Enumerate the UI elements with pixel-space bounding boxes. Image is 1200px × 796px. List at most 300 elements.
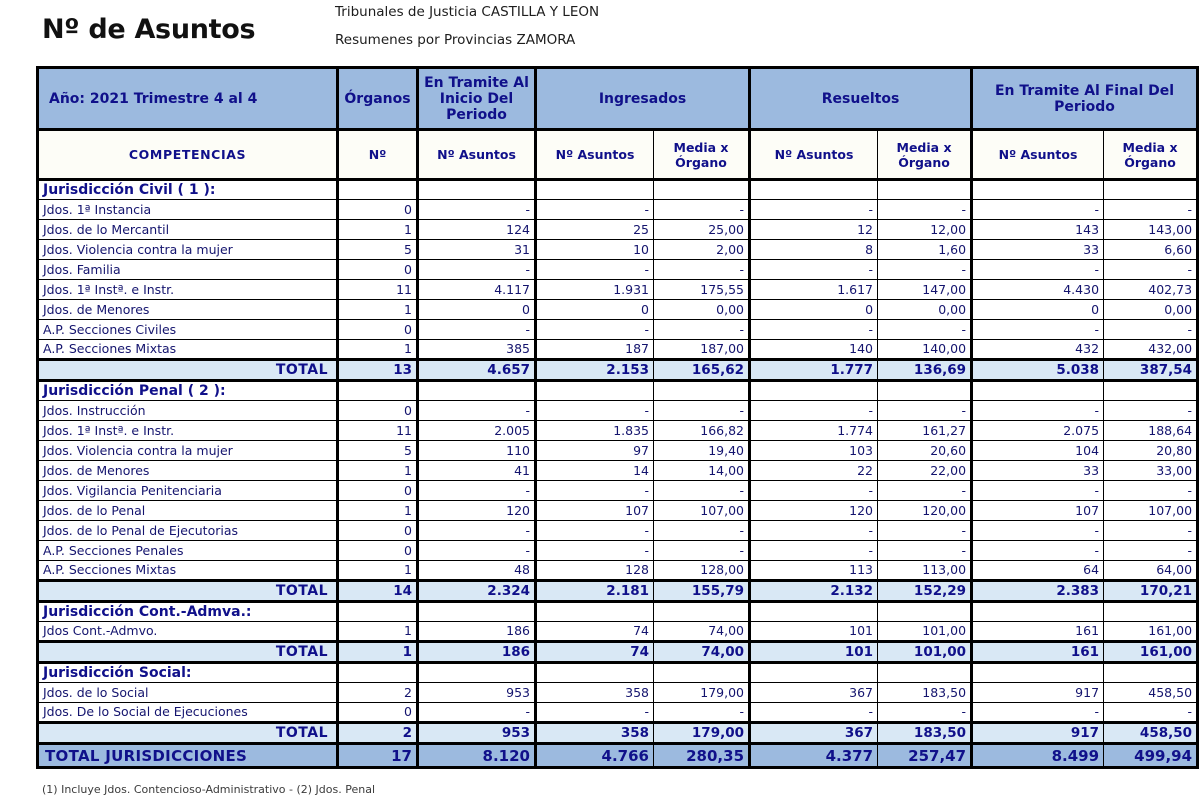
row-value: 1.617 <box>750 280 878 300</box>
row-value: 0 <box>750 300 878 320</box>
section-title-filler <box>878 602 972 622</box>
row-value: - <box>972 320 1104 340</box>
table-row <box>38 703 1198 723</box>
section-title-row <box>38 602 1198 622</box>
row-value: 33 <box>972 461 1104 481</box>
table-row <box>38 320 1198 340</box>
grand-total-value: 17 <box>338 744 418 768</box>
subheader-ingresados-asuntos: Nº Asuntos <box>536 130 654 180</box>
row-value: - <box>878 260 972 280</box>
row-value: 19,40 <box>654 441 750 461</box>
row-value: 41 <box>418 461 536 481</box>
table-row <box>38 401 1198 421</box>
header-row-subheaders <box>38 130 1198 180</box>
table-row <box>38 521 1198 541</box>
section-title-row <box>38 663 1198 683</box>
row-label: Jdos. Violencia contra la mujer <box>38 441 338 461</box>
row-value: - <box>1104 521 1198 541</box>
row-value: - <box>878 703 972 723</box>
row-value: 4.117 <box>418 280 536 300</box>
table-row <box>38 421 1198 441</box>
section-total-value: 161 <box>972 642 1104 663</box>
row-value: 8 <box>750 240 878 260</box>
subheader-tramite-final-asuntos: Nº Asuntos <box>972 130 1104 180</box>
group-ingresados: Ingresados <box>536 68 750 130</box>
row-value: - <box>654 401 750 421</box>
row-value: - <box>1104 481 1198 501</box>
table-row <box>38 260 1198 280</box>
subheader-resueltos-asuntos: Nº Asuntos <box>750 130 878 180</box>
row-value: 1 <box>338 220 418 240</box>
row-value: 4.430 <box>972 280 1104 300</box>
header-subtitle-province: Resumenes por Provincias ZAMORA <box>335 32 576 48</box>
section-title-filler <box>536 381 654 401</box>
row-value: 0 <box>338 703 418 723</box>
row-value: 0,00 <box>878 300 972 320</box>
subheader-tramite-inicio-asuntos: Nº Asuntos <box>418 130 536 180</box>
section-title-filler <box>418 663 536 683</box>
table-row <box>38 300 1198 320</box>
group-tramite-final: En Tramite Al Final Del Periodo <box>972 68 1198 130</box>
row-label: Jdos. de Menores <box>38 300 338 320</box>
section-title-filler <box>418 180 536 200</box>
row-value: 48 <box>418 561 536 581</box>
section-total-label: TOTAL <box>38 723 338 744</box>
row-value: 107,00 <box>654 501 750 521</box>
section-total-row <box>38 581 1198 602</box>
section-total-value: 183,50 <box>878 723 972 744</box>
competencias-header: COMPETENCIAS <box>38 130 338 180</box>
section-total-row <box>38 360 1198 381</box>
row-value: 143 <box>972 220 1104 240</box>
section-total-value: 155,79 <box>654 581 750 602</box>
section-total-row <box>38 723 1198 744</box>
row-value: 187,00 <box>654 340 750 360</box>
row-value: - <box>750 401 878 421</box>
row-value: 161,27 <box>878 421 972 441</box>
row-value: - <box>418 703 536 723</box>
row-label: Jdos. de Menores <box>38 461 338 481</box>
row-value: 12,00 <box>878 220 972 240</box>
section-total-value: 2 <box>338 723 418 744</box>
row-value: 110 <box>418 441 536 461</box>
row-value: 64 <box>972 561 1104 581</box>
period-cell: Año: 2021 Trimestre 4 al 4 <box>38 68 338 130</box>
row-value: 183,50 <box>878 683 972 703</box>
section-title-filler <box>750 180 878 200</box>
row-value: - <box>654 320 750 340</box>
grand-total-value: 257,47 <box>878 744 972 768</box>
section-title: Jurisdicción Cont.-Admva.: <box>38 602 338 622</box>
row-value: - <box>536 401 654 421</box>
row-value: 2.075 <box>972 421 1104 441</box>
section-title-filler <box>750 381 878 401</box>
row-label: Jdos. Familia <box>38 260 338 280</box>
row-label: A.P. Secciones Penales <box>38 541 338 561</box>
section-title-filler <box>1104 381 1198 401</box>
row-value: 25 <box>536 220 654 240</box>
row-value: - <box>972 200 1104 220</box>
table-head <box>38 68 1198 180</box>
group-organos: Órganos <box>338 68 418 130</box>
row-label: Jdos. 1ª Instancia <box>38 200 338 220</box>
section-total-value: 161,00 <box>1104 642 1198 663</box>
section-total-value: 136,69 <box>878 360 972 381</box>
subheader-numero: Nº <box>338 130 418 180</box>
row-label: Jdos. Violencia contra la mujer <box>38 240 338 260</box>
row-value: 120 <box>418 501 536 521</box>
row-value: - <box>1104 541 1198 561</box>
row-value: 11 <box>338 280 418 300</box>
row-value: 917 <box>972 683 1104 703</box>
section-title-filler <box>654 663 750 683</box>
row-value: - <box>878 320 972 340</box>
row-value: 120 <box>750 501 878 521</box>
report-table-wrapper <box>36 66 1196 769</box>
row-value: 1 <box>338 461 418 481</box>
table-row <box>38 461 1198 481</box>
row-value: - <box>750 703 878 723</box>
row-value: - <box>654 541 750 561</box>
section-title-filler <box>418 602 536 622</box>
table-row <box>38 622 1198 642</box>
row-value: 107 <box>536 501 654 521</box>
row-value: 187 <box>536 340 654 360</box>
section-total-value: 2.324 <box>418 581 536 602</box>
row-value: 22,00 <box>878 461 972 481</box>
section-total-value: 165,62 <box>654 360 750 381</box>
section-total-value: 2.132 <box>750 581 878 602</box>
row-value: 0 <box>418 300 536 320</box>
section-title-row <box>38 381 1198 401</box>
row-value: - <box>750 541 878 561</box>
row-value: 0 <box>338 481 418 501</box>
row-label: Jdos. Vigilancia Penitenciaria <box>38 481 338 501</box>
row-value: 128 <box>536 561 654 581</box>
row-value: 402,73 <box>1104 280 1198 300</box>
grand-total-value: 4.377 <box>750 744 878 768</box>
row-value: 1 <box>338 300 418 320</box>
row-value: 104 <box>972 441 1104 461</box>
row-value: 358 <box>536 683 654 703</box>
section-total-value: 917 <box>972 723 1104 744</box>
section-title-filler <box>972 663 1104 683</box>
section-total-value: 152,29 <box>878 581 972 602</box>
row-value: 1 <box>338 561 418 581</box>
row-value: 0 <box>338 521 418 541</box>
row-value: 5 <box>338 441 418 461</box>
row-value: - <box>972 703 1104 723</box>
section-title-filler <box>750 663 878 683</box>
row-label: A.P. Secciones Mixtas <box>38 561 338 581</box>
table-row <box>38 240 1198 260</box>
grand-total-label: TOTAL JURISDICCIONES <box>38 744 338 768</box>
table-body <box>38 180 1198 768</box>
row-value: - <box>418 401 536 421</box>
row-value: - <box>418 521 536 541</box>
row-label: Jdos. 1ª Instª. e Instr. <box>38 280 338 300</box>
row-value: 14 <box>536 461 654 481</box>
section-title-filler <box>878 180 972 200</box>
row-value: 20,60 <box>878 441 972 461</box>
row-value: - <box>878 541 972 561</box>
section-total-value: 2.383 <box>972 581 1104 602</box>
row-value: - <box>972 521 1104 541</box>
row-value: 161 <box>972 622 1104 642</box>
section-total-value: 74 <box>536 642 654 663</box>
section-total-value: 2.181 <box>536 581 654 602</box>
row-value: 179,00 <box>654 683 750 703</box>
row-value: - <box>536 200 654 220</box>
page-title: Nº de Asuntos <box>42 14 256 45</box>
row-value: - <box>750 521 878 541</box>
row-value: 2.005 <box>418 421 536 441</box>
row-label: A.P. Secciones Civiles <box>38 320 338 340</box>
section-title-filler <box>1104 180 1198 200</box>
section-title-filler <box>750 602 878 622</box>
section-total-value: 101 <box>750 642 878 663</box>
row-value: 143,00 <box>1104 220 1198 240</box>
row-value: - <box>536 260 654 280</box>
section-title-filler <box>418 381 536 401</box>
row-value: - <box>1104 703 1198 723</box>
row-value: - <box>972 401 1104 421</box>
section-total-value: 1 <box>338 642 418 663</box>
row-value: 385 <box>418 340 536 360</box>
table-row <box>38 683 1198 703</box>
row-value: 6,60 <box>1104 240 1198 260</box>
section-title-filler <box>338 602 418 622</box>
row-value: - <box>750 481 878 501</box>
row-value: 97 <box>536 441 654 461</box>
section-total-value: 358 <box>536 723 654 744</box>
table-row <box>38 541 1198 561</box>
row-value: 33,00 <box>1104 461 1198 481</box>
row-label: Jdos. Instrucción <box>38 401 338 421</box>
row-value: 367 <box>750 683 878 703</box>
row-value: 175,55 <box>654 280 750 300</box>
page-header <box>0 0 1200 62</box>
row-value: - <box>536 521 654 541</box>
row-value: - <box>972 481 1104 501</box>
section-total-value: 13 <box>338 360 418 381</box>
row-value: - <box>972 541 1104 561</box>
section-total-value: 2.153 <box>536 360 654 381</box>
asuntos-table <box>36 66 1199 769</box>
section-title-filler <box>536 180 654 200</box>
grand-total-row <box>38 744 1198 768</box>
row-value: 1 <box>338 622 418 642</box>
row-value: - <box>878 401 972 421</box>
section-title: Jurisdicción Penal ( 2 ): <box>38 381 338 401</box>
table-row <box>38 441 1198 461</box>
row-value: 101 <box>750 622 878 642</box>
row-value: 113 <box>750 561 878 581</box>
section-title-filler <box>654 180 750 200</box>
row-value: - <box>1104 320 1198 340</box>
section-title: Jurisdicción Social: <box>38 663 338 683</box>
subheader-ingresados-media: Media x Órgano <box>654 130 750 180</box>
row-value: 31 <box>418 240 536 260</box>
group-resueltos: Resueltos <box>750 68 972 130</box>
row-value: - <box>654 481 750 501</box>
row-value: - <box>1104 200 1198 220</box>
row-label: Jdos. de lo Social <box>38 683 338 703</box>
row-value: - <box>418 320 536 340</box>
row-value: 113,00 <box>878 561 972 581</box>
row-value: 103 <box>750 441 878 461</box>
row-value: 0,00 <box>1104 300 1198 320</box>
row-value: - <box>536 320 654 340</box>
row-value: 107 <box>972 501 1104 521</box>
row-label: Jdos. de lo Penal <box>38 501 338 521</box>
section-total-value: 1.777 <box>750 360 878 381</box>
section-title-filler <box>972 602 1104 622</box>
row-value: - <box>750 320 878 340</box>
row-value: 166,82 <box>654 421 750 441</box>
row-value: 2,00 <box>654 240 750 260</box>
header-row-groups <box>38 68 1198 130</box>
row-value: 22 <box>750 461 878 481</box>
row-value: 0 <box>338 541 418 561</box>
group-tramite-inicio: En Tramite Al Inicio Del Periodo <box>418 68 536 130</box>
section-total-value: 953 <box>418 723 536 744</box>
row-value: - <box>1104 401 1198 421</box>
row-value: 101,00 <box>878 622 972 642</box>
row-value: 74,00 <box>654 622 750 642</box>
row-value: 64,00 <box>1104 561 1198 581</box>
row-value: 124 <box>418 220 536 240</box>
section-total-label: TOTAL <box>38 360 338 381</box>
section-total-row <box>38 642 1198 663</box>
row-value: 1,60 <box>878 240 972 260</box>
row-value: - <box>654 521 750 541</box>
section-title-filler <box>878 663 972 683</box>
section-title: Jurisdicción Civil ( 1 ): <box>38 180 338 200</box>
section-total-label: TOTAL <box>38 581 338 602</box>
row-value: - <box>418 260 536 280</box>
row-value: 0 <box>338 260 418 280</box>
row-value: 10 <box>536 240 654 260</box>
subheader-resueltos-media: Media x Órgano <box>878 130 972 180</box>
row-value: 74 <box>536 622 654 642</box>
row-label: Jdos. De lo Social de Ejecuciones <box>38 703 338 723</box>
row-value: 120,00 <box>878 501 972 521</box>
row-value: 14,00 <box>654 461 750 481</box>
section-title-filler <box>536 663 654 683</box>
row-label: Jdos. 1ª Instª. e Instr. <box>38 421 338 441</box>
section-total-value: 458,50 <box>1104 723 1198 744</box>
row-value: - <box>878 521 972 541</box>
section-title-filler <box>972 180 1104 200</box>
table-row <box>38 481 1198 501</box>
row-value: - <box>1104 260 1198 280</box>
row-value: - <box>750 260 878 280</box>
row-value: 1.931 <box>536 280 654 300</box>
row-value: 1 <box>338 501 418 521</box>
section-title-filler <box>338 381 418 401</box>
section-title-filler <box>338 180 418 200</box>
row-value: - <box>536 481 654 501</box>
section-total-value: 387,54 <box>1104 360 1198 381</box>
row-value: 33 <box>972 240 1104 260</box>
row-label: Jdos Cont.-Admvo. <box>38 622 338 642</box>
row-label: A.P. Secciones Mixtas <box>38 340 338 360</box>
section-total-value: 179,00 <box>654 723 750 744</box>
row-value: 432,00 <box>1104 340 1198 360</box>
row-value: 1 <box>338 340 418 360</box>
grand-total-value: 499,94 <box>1104 744 1198 768</box>
section-title-filler <box>1104 663 1198 683</box>
row-value: - <box>750 200 878 220</box>
row-value: - <box>418 481 536 501</box>
section-title-row <box>38 180 1198 200</box>
row-value: 12 <box>750 220 878 240</box>
row-value: 1.835 <box>536 421 654 441</box>
row-value: - <box>972 260 1104 280</box>
table-row <box>38 501 1198 521</box>
row-value: 161,00 <box>1104 622 1198 642</box>
row-value: 188,64 <box>1104 421 1198 441</box>
row-value: 0 <box>338 200 418 220</box>
row-value: 0 <box>972 300 1104 320</box>
section-title-filler <box>1104 602 1198 622</box>
row-value: 0,00 <box>654 300 750 320</box>
row-value: 107,00 <box>1104 501 1198 521</box>
subheader-tramite-final-media: Media x Órgano <box>1104 130 1198 180</box>
grand-total-value: 8.120 <box>418 744 536 768</box>
section-total-value: 170,21 <box>1104 581 1198 602</box>
row-value: - <box>536 541 654 561</box>
section-title-filler <box>654 602 750 622</box>
grand-total-value: 4.766 <box>536 744 654 768</box>
table-row <box>38 561 1198 581</box>
section-title-filler <box>972 381 1104 401</box>
row-value: - <box>654 703 750 723</box>
table-row <box>38 280 1198 300</box>
row-value: - <box>878 481 972 501</box>
row-value: 128,00 <box>654 561 750 581</box>
table-footnote: (1) Incluye Jdos. Contencioso-Administrativo - (2) Jdos. Penal <box>42 783 376 796</box>
section-total-label: TOTAL <box>38 642 338 663</box>
section-title-filler <box>536 602 654 622</box>
grand-total-value: 8.499 <box>972 744 1104 768</box>
section-total-value: 186 <box>418 642 536 663</box>
row-value: - <box>536 703 654 723</box>
section-total-value: 5.038 <box>972 360 1104 381</box>
section-total-value: 74,00 <box>654 642 750 663</box>
row-value: - <box>654 200 750 220</box>
table-row <box>38 200 1198 220</box>
row-value: 953 <box>418 683 536 703</box>
row-value: 0 <box>338 320 418 340</box>
row-label: Jdos. de lo Mercantil <box>38 220 338 240</box>
row-value: 2 <box>338 683 418 703</box>
row-value: 0 <box>338 401 418 421</box>
section-total-value: 367 <box>750 723 878 744</box>
table-row <box>38 340 1198 360</box>
row-value: 147,00 <box>878 280 972 300</box>
section-total-value: 4.657 <box>418 360 536 381</box>
row-value: 11 <box>338 421 418 441</box>
section-total-value: 14 <box>338 581 418 602</box>
section-title-filler <box>338 663 418 683</box>
grand-total-value: 280,35 <box>654 744 750 768</box>
section-title-filler <box>878 381 972 401</box>
table-row <box>38 220 1198 240</box>
row-value: 186 <box>418 622 536 642</box>
row-value: 0 <box>536 300 654 320</box>
